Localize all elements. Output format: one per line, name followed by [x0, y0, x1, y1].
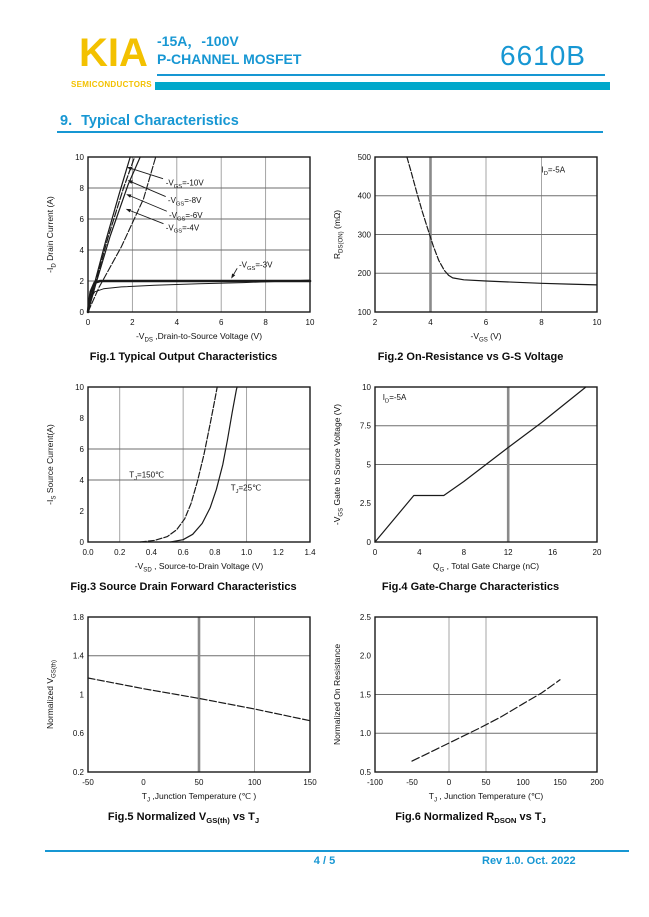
svg-text:0.5: 0.5 — [359, 767, 371, 777]
chart-gate-charge-characteristics — [327, 378, 614, 580]
device-rating-line: -15A，-100V — [157, 33, 239, 49]
svg-text:4: 4 — [174, 318, 180, 327]
svg-text:10: 10 — [362, 382, 371, 392]
svg-text:2.5: 2.5 — [359, 499, 371, 509]
svg-text:TJ ,Junction Temperature (℃ ): $T_J$ ,Junction Temperature (℃ ) — [141, 791, 257, 804]
svg-text:2: 2 — [130, 318, 135, 327]
svg-text:0.2: 0.2 — [114, 548, 126, 557]
revision-label: Rev 1.0. Oct. 2022 — [482, 855, 576, 867]
section-underline — [57, 131, 603, 133]
svg-text:200: 200 — [590, 778, 604, 787]
figure-caption: Fig.2 On-Resistance vs G-S Voltage — [377, 351, 564, 363]
svg-text:-VGS=-4V: $-V_{GS}=-4V$ — [165, 223, 200, 235]
svg-text:2: 2 — [372, 318, 378, 327]
svg-text:-100: -100 — [366, 778, 384, 787]
svg-text:TJ=150℃: $T_J=150℃$ — [129, 470, 165, 482]
svg-text:0: 0 — [79, 537, 84, 547]
svg-text:-VGS Gate to Source Voltage (: $-V_{GS}$ Gate to Source Voltage (V) — [332, 403, 345, 526]
svg-text:20: 20 — [592, 548, 602, 557]
svg-text:200: 200 — [357, 269, 371, 279]
footer-divider — [45, 850, 629, 852]
svg-text:100: 100 — [247, 778, 262, 787]
svg-text:TJ , Junction Temperature (℃): $T_J$ , Junction Temperature (℃) — [428, 791, 544, 804]
chart-normalized-rdson-vs-tj — [327, 608, 614, 810]
section-title-text: Typical Characteristics — [81, 113, 239, 129]
figure-caption: Fig.5 Normalized $V_{GS(th)}$ vs $T_J$ — [107, 811, 260, 826]
kia-logo: KIA — [79, 31, 148, 75]
figure-caption: Fig.1 Typical Output Characteristics — [89, 351, 278, 363]
svg-text:2.5: 2.5 — [359, 612, 371, 622]
svg-text:50: 50 — [481, 778, 491, 787]
figures-grid — [40, 148, 614, 838]
svg-text:-VGS=-3V: $-V_{GS}=-3V$ — [238, 260, 273, 272]
svg-text:0.4: 0.4 — [145, 548, 157, 557]
svg-text:-ID Drain Current (A): $-I_D$ Drain Current (A) — [45, 196, 58, 273]
svg-text:ID=-5A: $I_D=-5A$ — [541, 165, 566, 177]
svg-text:Normalized On Resistance: Normalized On Resistance — [332, 643, 342, 746]
svg-text:0: 0 — [366, 537, 371, 547]
svg-text:1.4: 1.4 — [304, 548, 316, 557]
figure-caption: Fig.3 Source Drain Forward Characteristics — [70, 581, 297, 593]
svg-text:ID=-5A: $I_D=-5A$ — [382, 392, 407, 405]
svg-text:6: 6 — [79, 214, 84, 224]
svg-text:150: 150 — [303, 778, 317, 787]
svg-text:10: 10 — [305, 318, 315, 327]
svg-text:10: 10 — [75, 152, 84, 162]
svg-text:4: 4 — [79, 245, 84, 255]
figure-normalized-vgsth-vs-tj — [40, 608, 327, 838]
svg-text:0: 0 — [79, 307, 84, 317]
svg-text:-50: -50 — [406, 778, 418, 787]
header-divider-thick — [155, 82, 610, 90]
svg-text:-VSD , Source-to-Drain Voltage: $-V_{SD}$ , Source-to-Drain Voltage (V) — [134, 561, 264, 574]
svg-text:2: 2 — [79, 506, 84, 516]
svg-text:12: 12 — [503, 548, 513, 557]
svg-text:10: 10 — [592, 318, 602, 327]
svg-text:TJ=25℃: $T_J=25℃$ — [230, 483, 262, 495]
svg-text:100: 100 — [516, 778, 530, 787]
svg-text:-50: -50 — [82, 778, 94, 787]
svg-text:500: 500 — [357, 152, 371, 162]
svg-text:6: 6 — [79, 444, 84, 454]
svg-text:-VDS ,Drain-to-Source Voltage: $-V_{DS}$ ,Drain-to-Source Voltage (V) — [135, 331, 263, 344]
svg-text:-VGS=-10V: $-V_{GS}=-10V$ — [165, 178, 204, 190]
svg-text:300: 300 — [357, 230, 371, 240]
header-divider-thin — [157, 74, 605, 76]
svg-text:0.2: 0.2 — [72, 767, 84, 777]
svg-text:4: 4 — [417, 548, 422, 557]
device-type-line: P-CHANNEL MOSFET — [157, 51, 302, 67]
svg-text:-VGS=-6V: $-V_{GS}=-6V$ — [169, 210, 203, 223]
svg-text:1.2: 1.2 — [272, 548, 284, 557]
svg-text:100: 100 — [357, 307, 371, 317]
svg-text:0: 0 — [85, 318, 91, 327]
figure-typical-output-characteristics — [40, 148, 327, 378]
section-number: 9. — [60, 113, 73, 129]
svg-text:6: 6 — [483, 318, 489, 327]
svg-text:6: 6 — [218, 318, 224, 327]
svg-text:4: 4 — [79, 475, 84, 485]
svg-text:400: 400 — [357, 191, 371, 201]
chart-on-resistance-vs-gs-voltage — [327, 148, 614, 350]
svg-text:0: 0 — [141, 778, 146, 787]
figure-on-resistance-vs-gs-voltage — [327, 148, 614, 378]
figure-gate-charge-characteristics — [327, 378, 614, 608]
svg-text:1.5: 1.5 — [359, 690, 371, 700]
svg-text:16: 16 — [548, 548, 558, 557]
svg-text:0.6: 0.6 — [72, 729, 84, 739]
svg-text:1: 1 — [79, 690, 84, 700]
svg-text:0.0: 0.0 — [82, 548, 94, 557]
svg-text:-VGS=-8V: $-V_{GS}=-8V$ — [167, 196, 202, 208]
svg-text:4: 4 — [428, 318, 433, 327]
figure-caption: Fig.6 Normalized $R_{DSON}$ vs $T_J$ — [395, 811, 546, 826]
svg-text:1.0: 1.0 — [359, 729, 371, 739]
svg-text:0.8: 0.8 — [209, 548, 221, 557]
svg-text:8: 8 — [461, 548, 467, 557]
chart-typical-output-characteristics — [40, 148, 327, 350]
svg-text:8: 8 — [79, 413, 84, 423]
svg-text:QG , Total Gate Charge (nC): $Q_G$ , Total Gate Charge (nC) — [432, 561, 540, 574]
part-number: 6610B — [500, 40, 586, 71]
figure-source-drain-forward-characteristics — [40, 378, 327, 608]
page-number: 4 / 5 — [313, 855, 336, 867]
svg-text:2.0: 2.0 — [359, 651, 371, 661]
kia-logo-subtext: SEMICONDUCTORS — [71, 80, 152, 89]
svg-text:8: 8 — [539, 318, 544, 327]
svg-text:-VGS (V): $-V_{GS}$ (V) — [470, 331, 502, 344]
svg-text:10: 10 — [75, 382, 84, 392]
svg-text:0: 0 — [446, 778, 452, 787]
svg-text:-IS Source Current(A): $-I_S$ Source Current(A) — [45, 424, 58, 505]
svg-text:0: 0 — [372, 548, 378, 557]
svg-text:Normalized VGS(th): Normalized $V_{GS(th)}$ — [45, 660, 58, 729]
svg-text:0.6: 0.6 — [177, 548, 189, 557]
svg-text:5: 5 — [366, 460, 371, 470]
svg-text:RDS(ON) (mΩ): $R_{DS(ON)}$ (mΩ) — [332, 209, 345, 260]
figure-normalized-rdson-vs-tj — [327, 608, 614, 838]
svg-text:7.5: 7.5 — [359, 421, 371, 431]
figure-caption: Fig.4 Gate-Charge Characteristics — [381, 581, 560, 593]
svg-text:150: 150 — [553, 778, 567, 787]
svg-text:8: 8 — [79, 183, 84, 193]
svg-text:1.8: 1.8 — [72, 612, 84, 622]
section-title — [60, 113, 239, 129]
svg-text:1.0: 1.0 — [241, 548, 253, 557]
chart-source-drain-forward-characteristics — [40, 378, 327, 580]
chart-normalized-vgsth-vs-tj — [40, 608, 327, 810]
svg-text:8: 8 — [263, 318, 268, 327]
svg-text:1.4: 1.4 — [72, 651, 84, 661]
svg-text:50: 50 — [194, 778, 204, 787]
svg-text:2: 2 — [79, 276, 84, 286]
